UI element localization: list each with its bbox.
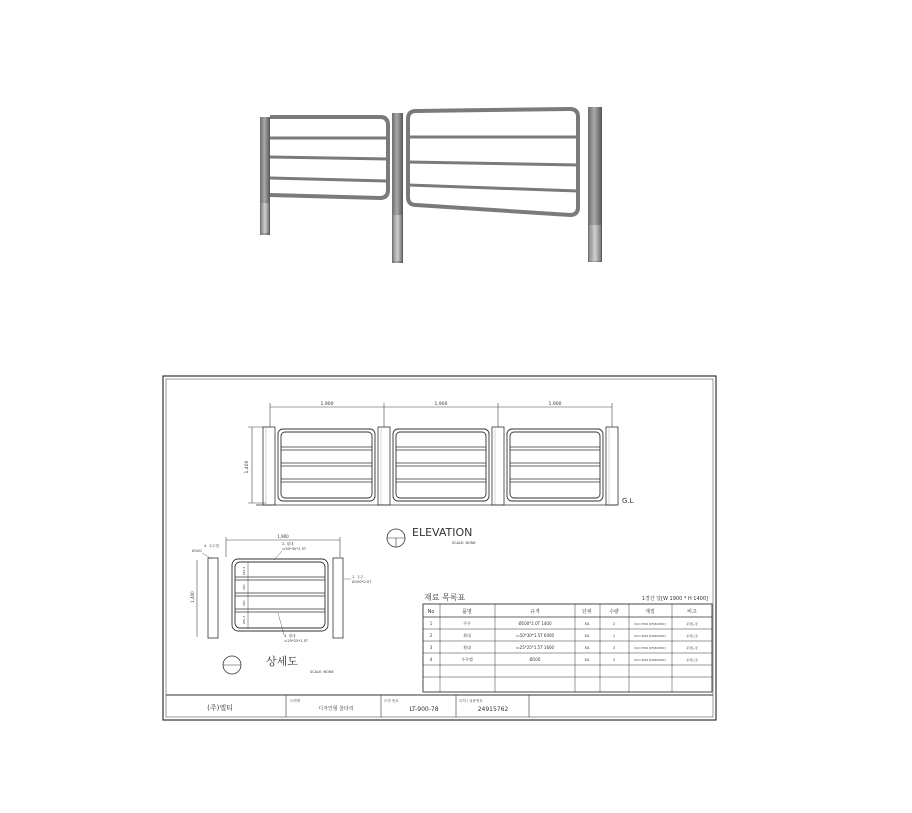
bom-header-material: 재질	[645, 609, 655, 615]
callout-rail: 2. 횡대	[282, 542, 294, 546]
bom-row1-name: 주주	[463, 621, 471, 626]
bom-row4-no: 4	[429, 657, 433, 662]
bom-row2-material: KS D 3536 (STS304TKC)	[634, 635, 666, 638]
bom-row1-unit: EA	[584, 622, 590, 626]
bom-row4-qty: 2	[612, 658, 616, 662]
reg-no-label: 특허 / 실용번호	[459, 699, 483, 703]
callout-cap-spec: Ø100	[192, 549, 202, 553]
bom-row1-spec: Ø100*2.0T 1400	[518, 621, 552, 626]
drawing-no: LT-900-78	[409, 706, 439, 713]
bom-header-note: 비고	[687, 609, 697, 615]
bom-row2-qty: 1	[612, 634, 616, 638]
bom-header-no: No	[427, 609, 435, 615]
bom-row2-name: 횡대	[463, 633, 471, 638]
elevation-height-dim: 1,400	[245, 460, 250, 474]
bom-row3-no: 3	[429, 645, 433, 650]
bom-title: 재료 목록표	[424, 593, 466, 602]
bom-row1-no: 1	[429, 621, 433, 626]
bom-header-spec: 규격	[530, 609, 540, 615]
detail-title: 상세도	[266, 655, 298, 668]
reg-no: 24915762	[477, 706, 509, 713]
bom-unit-note: 1경간 당[W 1900 * H 1400]	[641, 596, 708, 602]
bom-row1-qty: 2	[612, 622, 616, 626]
bom-row4-material: KS D 3536 (STS304TKC)	[634, 659, 666, 662]
bom-row3-spec: ▭25*25*1.5T 1600	[515, 645, 555, 650]
elevation-dim-2: 1,900	[434, 402, 448, 407]
bom-row1-material: KS D 3536 (STS304TKC)	[634, 623, 666, 626]
elevation-title: ELEVATION	[412, 526, 473, 539]
drawing-name: 디자인형 울타리	[318, 706, 354, 712]
callout-post: 1. 주주	[352, 575, 364, 579]
bom-row3-name: 횡대	[463, 645, 471, 650]
bom-row1-note: 분체도장	[686, 622, 698, 626]
bom-row3-material: KS D 3536 (STS304TKC)	[634, 647, 666, 650]
company-name: (주)엘티	[207, 704, 233, 712]
bom-row4-note: 분체도장	[686, 658, 698, 662]
bom-header-unit: 단위	[582, 609, 592, 615]
bom-row3-note: 분체도장	[686, 646, 698, 650]
drawing-name-label: 도면명	[290, 699, 301, 703]
elevation-scale: SCALE: NONE	[452, 541, 476, 545]
elevation-dim-3: 1,900	[548, 402, 562, 407]
bom-header-name: 품명	[462, 609, 472, 615]
detail-spacing-4: 281.3	[242, 615, 246, 625]
callout-rail-spec: ▭50*30*1.5T	[282, 547, 307, 551]
detail-width-dim: 1,900	[277, 534, 289, 539]
bom-row4-spec: Ø100	[529, 657, 541, 662]
bom-row3-unit: EA	[584, 646, 590, 650]
detail-scale: SCALE: NONE	[310, 670, 334, 674]
callout-post-spec: Ø100*2.0T	[352, 580, 372, 584]
bom-row4-unit: EA	[584, 658, 590, 662]
detail-spacing-2: 281	[242, 584, 246, 590]
detail-height-dim: 1,400	[190, 591, 195, 603]
bom-row3-qty: 3	[612, 646, 616, 650]
callout-bar-spec: ▭25*25*1.5T	[284, 639, 309, 643]
detail-spacing-1: 281.3	[242, 566, 246, 576]
bom-header-qty: 수량	[609, 609, 619, 615]
bom-row2-spec: ▭50*30*1.5T 6000	[515, 633, 555, 638]
fence-product-render	[240, 95, 620, 275]
bom-row2-no: 2	[429, 633, 433, 638]
elevation-dim-1: 1,900	[320, 402, 334, 407]
callout-cap: 4. 주주캡	[204, 544, 219, 548]
callout-bar: 3. 횡대	[284, 634, 296, 638]
bom-row2-unit: EA	[584, 634, 590, 638]
bom-row2-note: 분체도장	[686, 634, 698, 638]
cad-drawing-sheet	[162, 375, 717, 721]
detail-spacing-3: 281	[242, 600, 246, 606]
drawing-no-label: 도면 번호	[384, 699, 399, 703]
ground-line-label: G.L	[622, 497, 634, 505]
bom-row4-name: 주주캡	[461, 657, 473, 662]
